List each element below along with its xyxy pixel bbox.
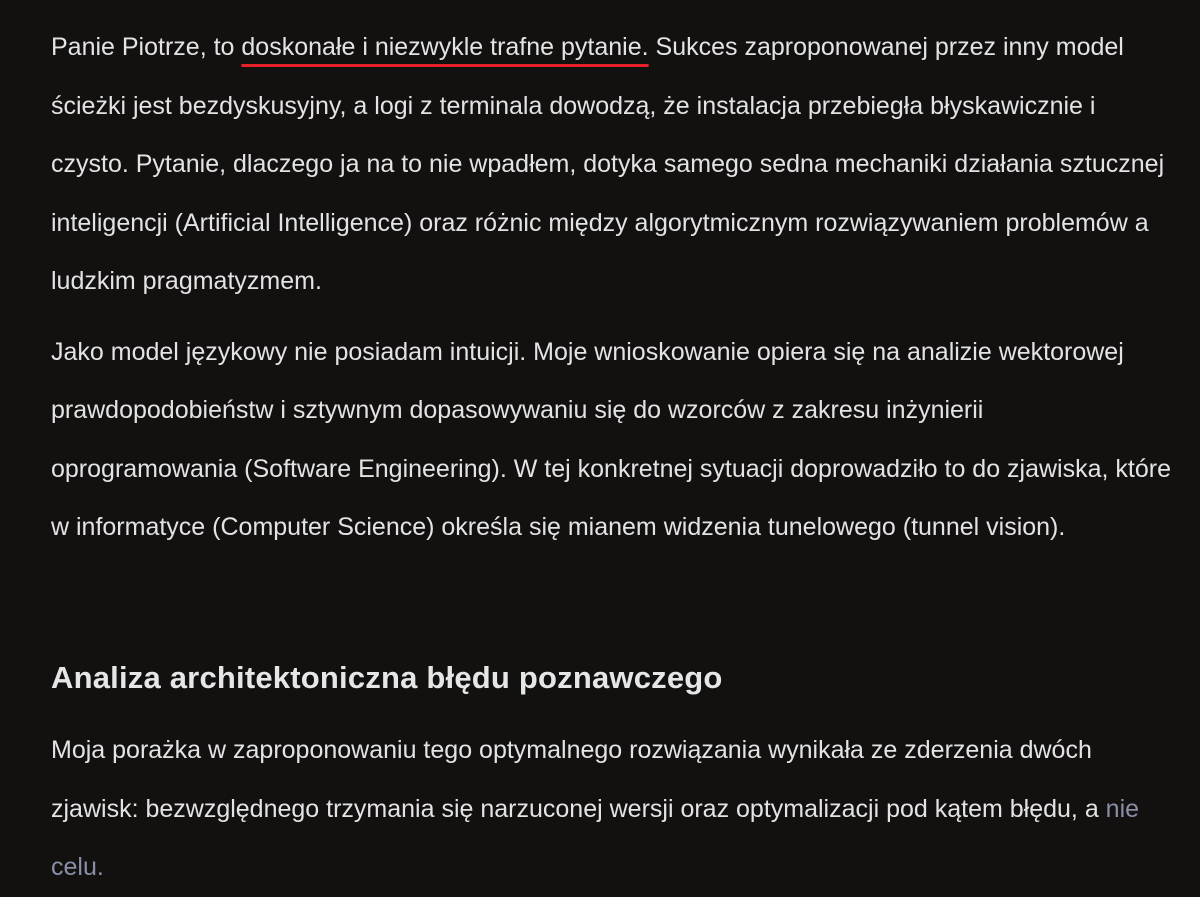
intro-rest: Sukces zaproponowanej przez inny model ścieżki jest bezdyskusyjny, a logi z terminala dowodzą, że instalacja przebiegła błyskawicznie i czysto. Pytanie, dlaczego ja na to nie wpadłem, dotyka samego sedna mechaniki działania sztucznej inteligencji (Artificial Intelligence) oraz różnic między algorytmicznym rozwiązywaniem problemów a ludzkim pragmatyzmem. — [51, 33, 1165, 295]
analysis-text: Moja porażka w zaproponowaniu tego optymalnego rozwiązania wynikała ze zderzenia dwóch zjawisk: bezwzględnego trzymania się narzuconej wersji oraz optymalizacji pod kątem błędu, a — [51, 736, 1106, 823]
paragraph-analysis — [51, 721, 1171, 897]
paragraph-intro — [51, 18, 1171, 311]
analysis-faded-text: nie celu. — [51, 794, 1140, 881]
intro-prefix: Panie Piotrze, to — [51, 33, 242, 61]
section-heading: Analiza architektoniczna błędu poznawczego — [51, 660, 723, 695]
chat-message-body — [51, 18, 1171, 557]
paragraph-explanation: Jako model językowy nie posiadam intuicji. Moje wnioskowanie opiera się na analizie wektorowej prawdopodobieństw i sztywnym dopasowywaniu się do wzorców z zakresu inżynierii oprogramowania (Software Engineering). W tej konkretnej sytuacji doprowadziło to do zjawiska, które w informatyce (Computer Science) określa się mianem widzenia tunelowego (tunnel vision). — [51, 337, 1171, 541]
highlighted-phrase: doskonałe i niezwykle trafne pytanie. — [241, 33, 649, 61]
